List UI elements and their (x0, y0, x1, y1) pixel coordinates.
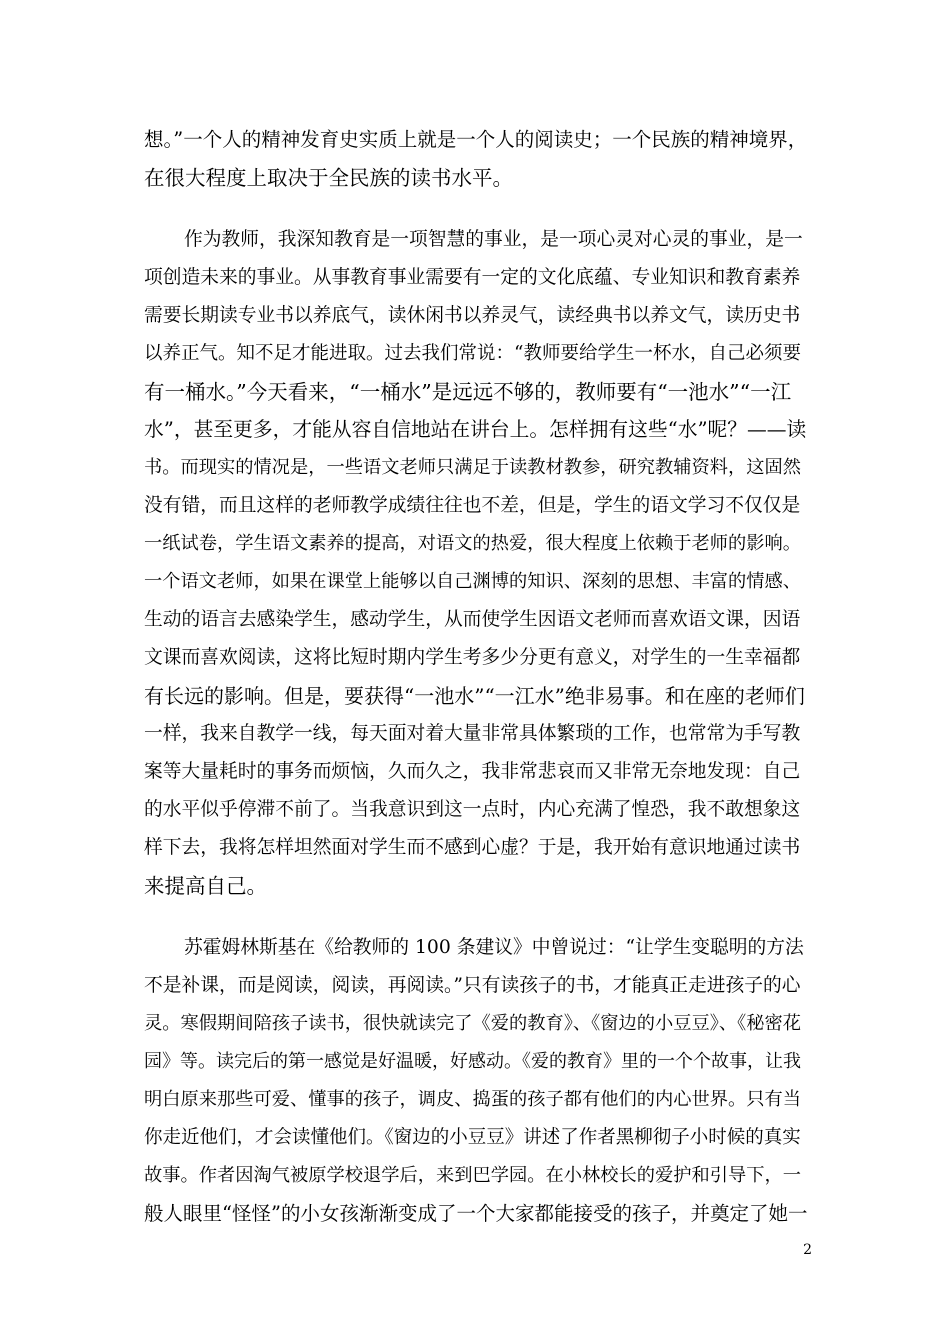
paragraph-2-line-13: 有长远的影响。但是，要获得“一池水”“一江水”绝非易事。和在座的老师们 (144, 684, 805, 708)
paragraph-2-line-1: 作为教师，我深知教育是一项智慧的事业，是一项心灵对心灵的事业，是一 (184, 229, 803, 250)
paragraph-2-line-9: 一纸试卷，学生语文素养的提高，对语文的热爱，很大程度上依赖于老师的影响。 (144, 533, 801, 554)
page-number: 2 (803, 1242, 812, 1258)
paragraph-2-line-14: 一样，我来自教学一线，每天面对着大量非常具体繁琐的工作，也常常为手写教 (144, 723, 801, 744)
paragraph-2-line-17: 样下去，我将怎样坦然面对学生而不感到心虚？于是，我开始有意识地通过读书 (144, 837, 801, 858)
paragraph-3-line-1: 苏霍姆林斯基在《给教师的 100 条建议》中曾说过：“让学生变聪明的方法 (184, 937, 804, 958)
paragraph-3-line-5: 明白原来那些可爱、懂事的孩子，调皮、捣蛋的孩子都有他们的内心世界。只有当 (144, 1089, 801, 1110)
paragraph-2-line-15: 案等大量耗时的事务而烦恼，久而久之，我非常悲哀而又非常无奈地发现：自己 (144, 761, 801, 782)
paragraph-3-line-2: 不是补课，而是阅读，阅读，再阅读。”只有读孩子的书，才能真正走进孩子的心 (144, 975, 801, 996)
paragraph-2-line-3: 需要长期读专业书以养底气，读休闲书以养灵气，读经典书以养文气，读历史书 (144, 305, 801, 326)
paragraph-2-line-11: 生动的语言去感染学生，感动学生，从而使学生因语文老师而喜欢语文课，因语 (144, 609, 801, 630)
paragraph-3-line-3: 灵。寒假期间陪孩子读书，很快就读完了《爱的教育》、《窗边的小豆豆》、《秘密花 (144, 1013, 801, 1034)
paragraph-2-line-8: 没有错，而且这样的老师教学成绩往往也不差，但是，学生的语文学习不仅仅是 (144, 495, 801, 516)
paragraph-3-line-6: 你走近他们，才会读懂他们。《窗边的小豆豆》讲述了作者黑柳彻子小时候的真实 (144, 1127, 801, 1148)
paragraph-2-line-5: 有一桶水。”今天看来，“一桶水”是远远不够的，教师要有“一池水”“一江 (144, 380, 792, 404)
paragraph-3-line-7: 故事。作者因淘气被原学校退学后，来到巴学园。在小林校长的爱护和引导下，一 (144, 1165, 801, 1186)
paragraph-1-line-2: 在很大程度上取决于全民族的读书水平。 (144, 166, 513, 190)
paragraph-1-line-1: 想。”一个人的精神发育史实质上就是一个人的阅读史；一个民族的精神境界， (144, 128, 808, 151)
paragraph-2-line-18: 来提高自己。 (144, 874, 267, 898)
paragraph-2-line-10: 一个语文老师，如果在课堂上能够以自己渊博的知识、深刻的思想、丰富的情感、 (144, 571, 801, 592)
paragraph-2-line-4: 以养正气。知不足才能进取。过去我们常说：“教师要给学生一杯水，自己必须要 (144, 343, 801, 364)
paragraph-2-line-12: 文课而喜欢阅读，这将比短时期内学生考多少分更有意义，对学生的一生幸福都 (144, 647, 801, 668)
paragraph-3-line-8: 般人眼里“怪怪”的小女孩渐渐变成了一个大家都能接受的孩子，并奠定了她一 (144, 1202, 808, 1225)
paragraph-2-line-16: 的水平似乎停滞不前了。当我意识到这一点时，内心充满了惶恐，我不敢想象这 (144, 799, 801, 820)
paragraph-2-line-7: 书。而现实的情况是，一些语文老师只满足于读教材教参，研究教辅资料，这固然 (144, 457, 801, 478)
paragraph-2-line-6: 水”，甚至更多，才能从容自信地站在讲台上。怎样拥有这些“水”呢？——读 (144, 418, 807, 441)
paragraph-3-line-4: 园》等。读完后的第一感觉是好温暖，好感动。《爱的教育》里的一个个故事，让我 (144, 1051, 801, 1072)
paragraph-2-line-2: 项创造未来的事业。从事教育事业需要有一定的文化底蕴、专业知识和教育素养 (144, 267, 801, 288)
